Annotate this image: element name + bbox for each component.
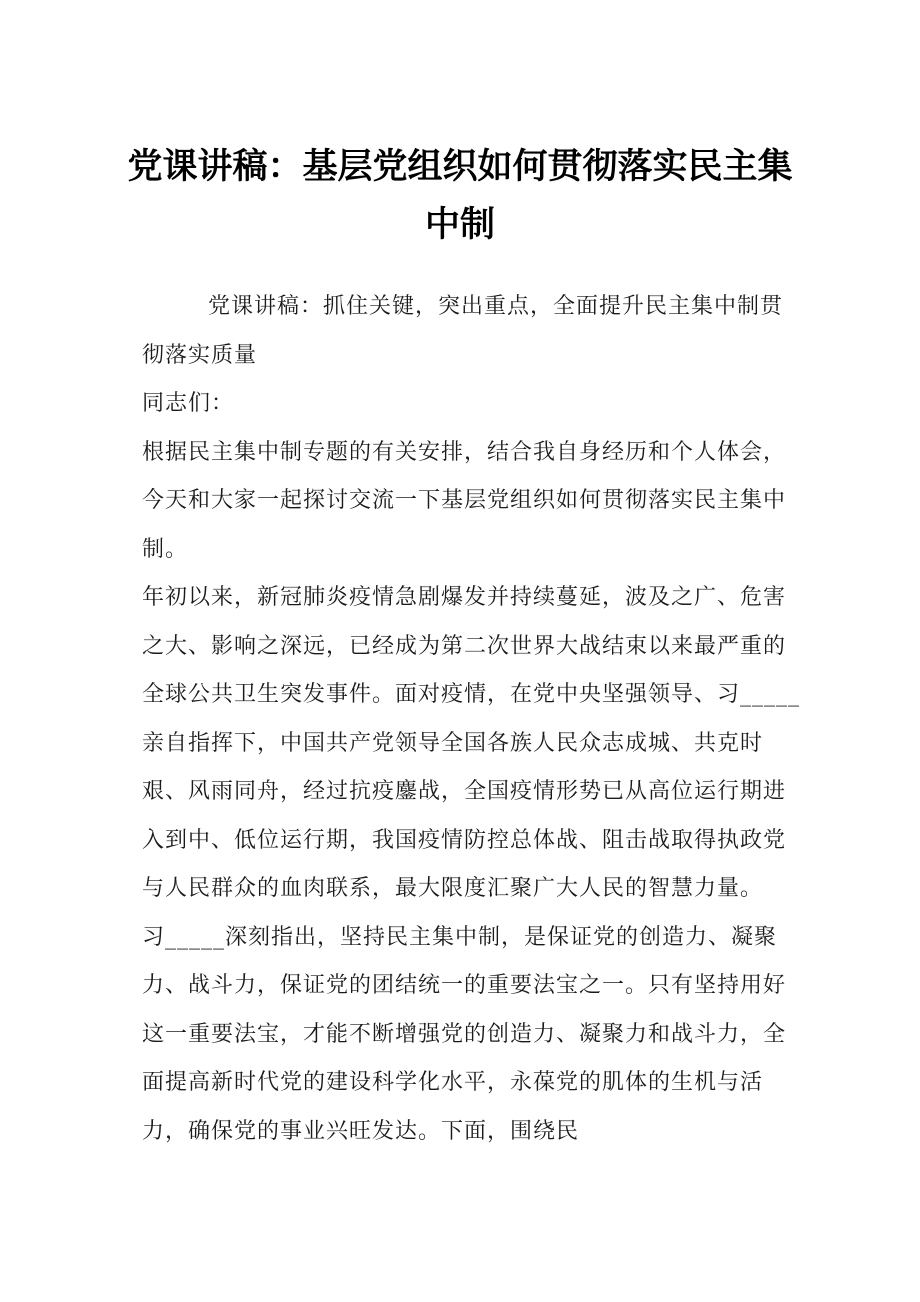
document-body (142, 283, 802, 1156)
body-paragraph: 习_____深刻指出，坚持民主集中制，是保证党的创造力、凝聚力、战斗力，保证党的团结统一的重要法宝之一。只有坚持用好这一重要法宝，才能不断增强党的创造力、凝聚力和战斗力，全面提高新时代党的建设科学化水平，永葆党的肌体的生机与活力，确保党的事业兴旺发达。下面，围绕民 (142, 924, 787, 1144)
subtitle-paragraph: 党课讲稿：抓住关键，突出重点，全面提升民主集中制贯彻落实质量 (142, 294, 784, 368)
salutation-paragraph: 同志们： (142, 391, 235, 416)
body-paragraph: 年初以来，新冠肺炎疫情急剧爆发并持续蔓延，波及之广、危害之大、影响之深远，已经成为第二次世界大战结束以来最严重的全球公共卫生突发事件。面对疫情，在党中央坚强领导、习_____亲自指挥下，中国共产党领导全国各族人民众志成城、共克时艰、风雨同舟，经过抗疫鏖战，全国疫情形势已从高位运行期进入到中、低位运行期，我国疫情防控总体战、阻击战取得执政党与人民群众的血肉联系，最大限度汇聚广大人民的智慧力量。 (142, 585, 801, 901)
document-title: 党课讲稿：基层党组织如何贯彻落实民主集中制 (127, 147, 793, 245)
body-paragraph: 根据民主集中制专题的有关安排，结合我自身经历和个人体会，今天和大家一起探讨交流一下基层党组织如何贯彻落实民主集中制。 (142, 439, 787, 562)
